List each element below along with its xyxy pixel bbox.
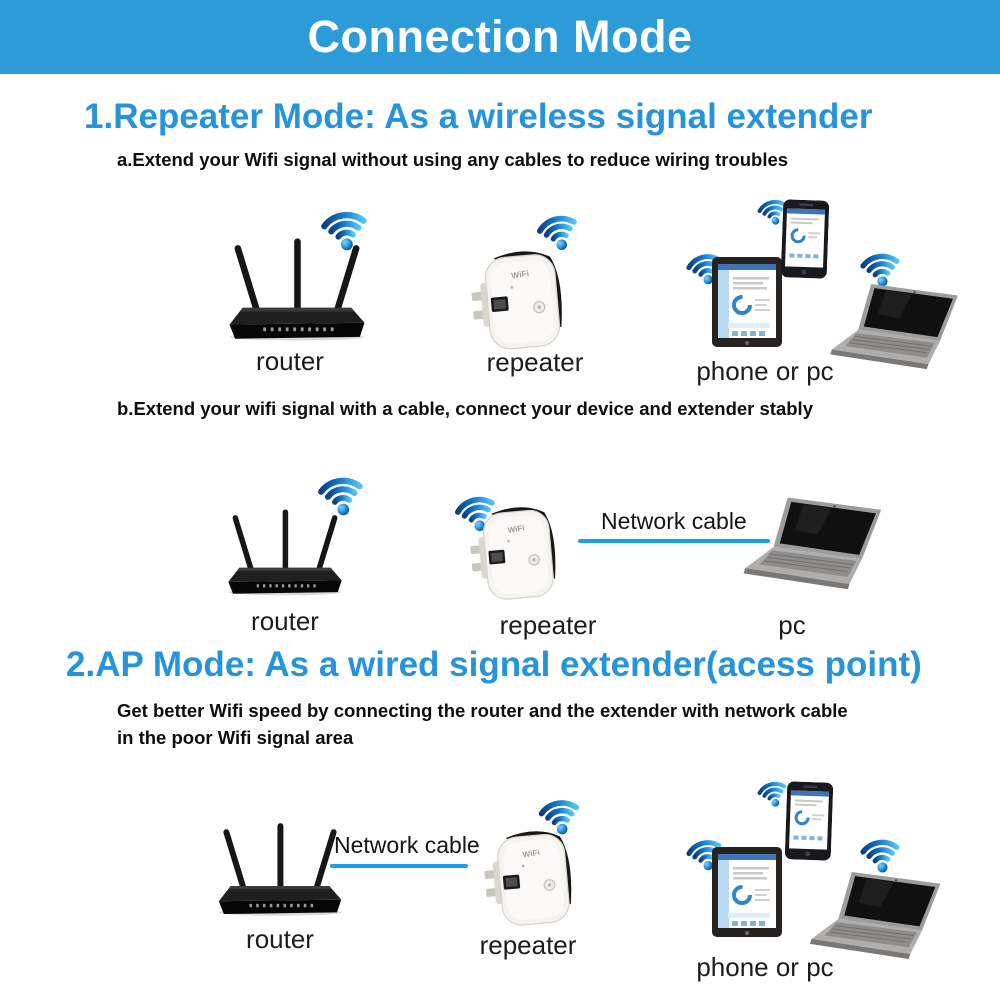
section2-heading: 2.AP Mode: As a wired signal extender(acess point) [66, 645, 922, 684]
wifi-signal-icon [853, 237, 907, 291]
repeater-label: repeater [486, 347, 584, 377]
devices-label: phone or pc [696, 356, 834, 386]
section2-description-line2: in the poor Wifi signal area [117, 727, 354, 748]
router-illustration [222, 504, 348, 600]
network-cable-label: Network cable [334, 832, 480, 858]
section1-heading: 1.Repeater Mode: As a wireless signal extender [84, 97, 873, 136]
network-cable-label: Network cable [601, 508, 747, 534]
router-illustration [212, 818, 348, 920]
phone-or-pc-group [648, 772, 993, 987]
header-banner [0, 0, 1000, 74]
router-label: router [246, 924, 314, 954]
phone-or-pc-group [648, 186, 993, 386]
repeater-illustration [482, 826, 580, 934]
repeater-label: repeater [479, 930, 577, 960]
page-title: Connection Mode [307, 11, 693, 62]
repeater-illustration [468, 246, 572, 358]
pc-label: pc [778, 610, 806, 640]
laptop-illustration [796, 872, 946, 964]
router-label: router [251, 606, 319, 636]
section1-point-b: b.Extend your wifi signal with a cable, connect your device and extender stably [117, 398, 813, 419]
tablet-illustration [712, 846, 782, 938]
tablet-illustration [712, 256, 782, 348]
laptop-illustration [733, 496, 883, 596]
smartphone-illustration [785, 781, 834, 861]
router-label: router [256, 346, 324, 376]
repeater-label: repeater [499, 610, 597, 640]
network-cable-line [330, 864, 468, 868]
wifi-signal-icon [853, 823, 907, 877]
smartphone-illustration [781, 199, 830, 279]
devices-label: phone or pc [696, 952, 834, 982]
section1-point-a: a.Extend your Wifi signal without using any cables to reduce wiring troubles [117, 149, 789, 170]
router-illustration [222, 236, 372, 342]
repeater-illustration [468, 502, 564, 608]
section2-description-line1: Get better Wifi speed by connecting the router and the extender with network cable [117, 700, 848, 721]
